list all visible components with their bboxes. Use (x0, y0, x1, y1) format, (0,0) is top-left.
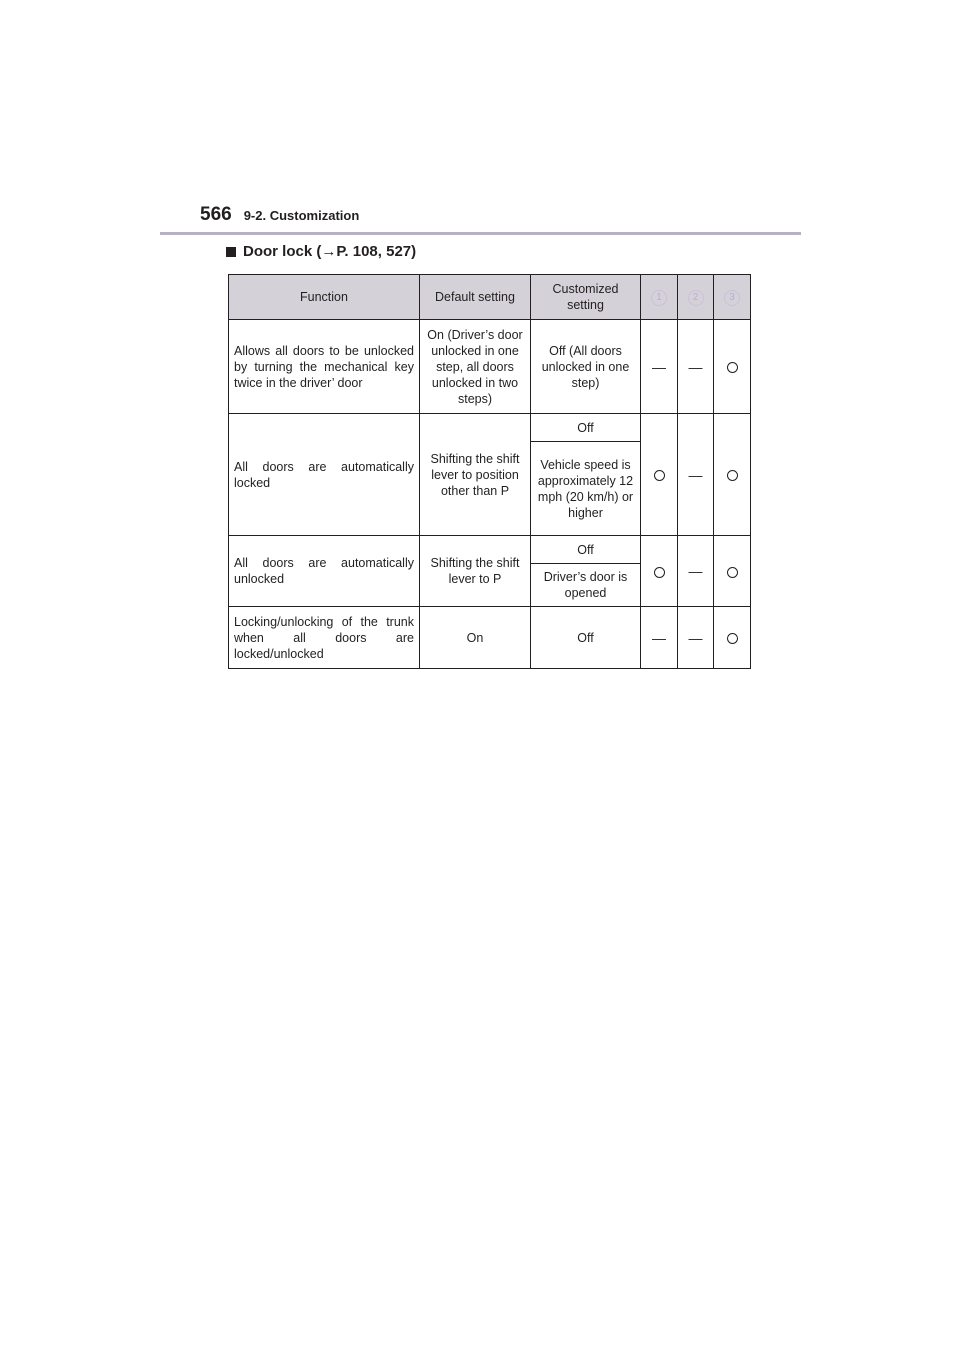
cell-function: Allows all doors to be unlocked by turning the mechanical key twice in the driver’ door (229, 320, 420, 414)
cell-mark-2 (678, 320, 714, 414)
cell-default: On (Driver’s door unlocked in one step, all doors unlocked in two steps) (420, 320, 531, 414)
section-title: 9-2. Customization (243, 208, 360, 223)
column-header-2 (678, 275, 714, 320)
number-2-icon: 2 (688, 290, 704, 306)
table-row (229, 607, 751, 669)
cell-mark-3 (714, 536, 751, 607)
cell-mark-1 (641, 320, 678, 414)
table-row (229, 320, 751, 414)
circle-mark-icon (654, 567, 665, 578)
cell-mark-2 (678, 414, 714, 536)
cell-mark-3 (714, 607, 751, 669)
dash-mark: — (688, 629, 703, 646)
cell-customized: Driver’s door is opened (531, 564, 641, 607)
cell-mark-2 (678, 536, 714, 607)
table-row (229, 536, 751, 564)
cell-function: Locking/unlocking of the trunk when all doors are locked/unlocked (229, 607, 420, 669)
number-3-icon: 3 (724, 290, 740, 306)
cell-mark-1 (641, 607, 678, 669)
cell-default: On (420, 607, 531, 669)
cell-mark-1 (641, 536, 678, 607)
circle-mark-icon (654, 470, 665, 481)
dash-mark: — (688, 466, 703, 483)
circle-mark-icon (727, 633, 738, 644)
settings-table (228, 274, 751, 669)
column-header-function: Function (229, 275, 420, 320)
table-header-row (229, 275, 751, 320)
table-row (229, 414, 751, 442)
page-header (200, 204, 359, 226)
dash-mark: — (652, 358, 666, 375)
cell-customized: Vehicle speed is approximately 12 mph (20 km/h) or higher (531, 442, 641, 536)
number-1-icon: 1 (651, 290, 667, 306)
subheading-text: Door lock (→P. 108, 527) (243, 243, 417, 260)
column-header-1 (641, 275, 678, 320)
circle-mark-icon (727, 470, 738, 481)
column-header-customized: Customized setting (531, 275, 641, 320)
cell-mark-1 (641, 414, 678, 536)
cell-function: All doors are automatically unlocked (229, 536, 420, 607)
cell-mark-2 (678, 607, 714, 669)
cell-default: Shifting the shift lever to position other than P (420, 414, 531, 536)
column-header-3 (714, 275, 751, 320)
subheading (226, 243, 416, 260)
cell-function: All doors are automatically locked (229, 414, 420, 536)
cell-mark-3 (714, 414, 751, 536)
cell-mark-3 (714, 320, 751, 414)
cell-customized: Off (531, 536, 641, 564)
header-rule (160, 232, 801, 235)
cell-customized: Off (531, 414, 641, 442)
cell-customized: Off (531, 607, 641, 669)
cell-customized: Off (All doors unlocked in one step) (531, 320, 641, 414)
dash-mark: — (688, 358, 703, 375)
square-bullet-icon (226, 247, 236, 257)
page-number: 566 (200, 204, 232, 225)
circle-mark-icon (727, 567, 738, 578)
dash-mark: — (688, 563, 703, 579)
circle-mark-icon (727, 362, 738, 373)
dash-mark: — (652, 629, 666, 646)
column-header-default: Default setting (420, 275, 531, 320)
cell-default: Shifting the shift lever to P (420, 536, 531, 607)
